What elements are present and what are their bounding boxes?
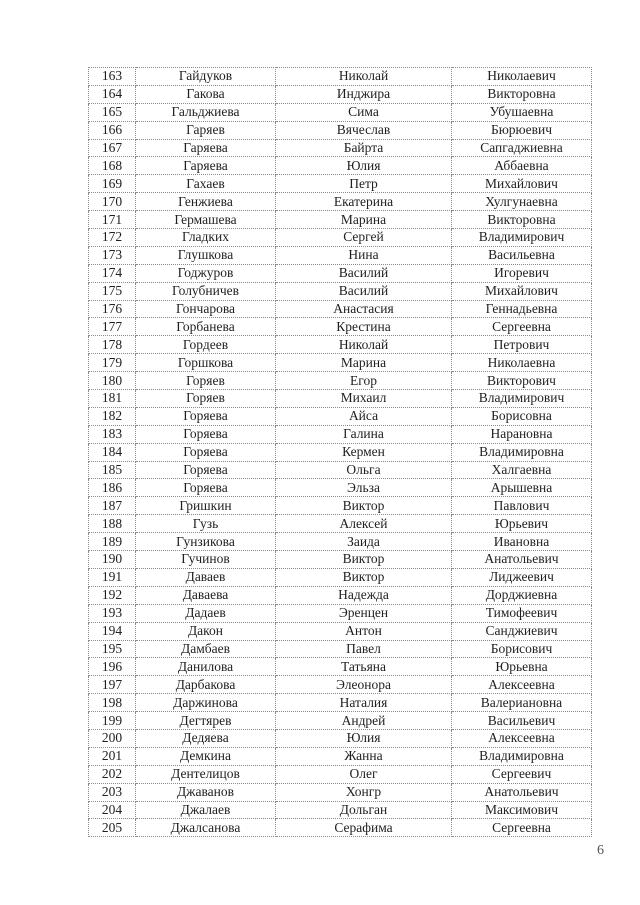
first-name-cell: Павел [276,640,452,658]
patronymic-cell: Сергеевна [452,318,592,336]
row-number-cell: 181 [89,390,136,408]
last-name-cell: Гончарова [136,300,276,318]
table-row [89,658,592,676]
row-number-cell: 176 [89,300,136,318]
first-name-cell: Эльза [276,479,452,497]
last-name-cell: Горяев [136,390,276,408]
row-number-cell: 184 [89,443,136,461]
patronymic-cell: Алексеевна [452,729,592,747]
patronymic-cell: Юрьевич [452,515,592,533]
last-name-cell: Гунзикова [136,533,276,551]
first-name-cell: Антон [276,622,452,640]
row-number-cell: 200 [89,729,136,747]
row-number-cell: 199 [89,712,136,730]
table-row [89,336,592,354]
last-name-cell: Дамбаев [136,640,276,658]
first-name-cell: Сима [276,103,452,121]
last-name-cell: Данилова [136,658,276,676]
table-row [89,461,592,479]
first-name-cell: Заида [276,533,452,551]
last-name-cell: Гладких [136,229,276,247]
last-name-cell: Гузь [136,515,276,533]
first-name-cell: Ольга [276,461,452,479]
patronymic-cell: Валериановна [452,694,592,712]
row-number-cell: 183 [89,425,136,443]
patronymic-cell: Михайлович [452,175,592,193]
row-number-cell: 174 [89,264,136,282]
last-name-cell: Горяева [136,425,276,443]
name-list-body [89,68,592,837]
row-number-cell: 195 [89,640,136,658]
last-name-cell: Дарбакова [136,676,276,694]
last-name-cell: Гордеев [136,336,276,354]
last-name-cell: Горшкова [136,354,276,372]
last-name-cell: Горяева [136,461,276,479]
patronymic-cell: Аббаевна [452,157,592,175]
first-name-cell: Марина [276,211,452,229]
first-name-cell: Олег [276,765,452,783]
table-row [89,729,592,747]
table-row [89,676,592,694]
first-name-cell: Нина [276,246,452,264]
first-name-cell: Надежда [276,586,452,604]
row-number-cell: 196 [89,658,136,676]
table-row [89,193,592,211]
row-number-cell: 175 [89,282,136,300]
last-name-cell: Гакова [136,85,276,103]
table-row [89,819,592,837]
first-name-cell: Вячеслав [276,121,452,139]
table-row [89,390,592,408]
table-row [89,103,592,121]
row-number-cell: 192 [89,586,136,604]
table-row [89,622,592,640]
table-row [89,246,592,264]
table-row [89,747,592,765]
patronymic-cell: Сергеевич [452,765,592,783]
first-name-cell: Наталия [276,694,452,712]
table-row [89,175,592,193]
table-row [89,354,592,372]
patronymic-cell: Халгаевна [452,461,592,479]
last-name-cell: Гаряева [136,157,276,175]
first-name-cell: Анастасия [276,300,452,318]
patronymic-cell: Павлович [452,497,592,515]
row-number-cell: 197 [89,676,136,694]
table-row [89,425,592,443]
table-row [89,318,592,336]
patronymic-cell: Убушаевна [452,103,592,121]
last-name-cell: Дентелицов [136,765,276,783]
last-name-cell: Даржинова [136,694,276,712]
first-name-cell: Екатерина [276,193,452,211]
row-number-cell: 188 [89,515,136,533]
first-name-cell: Элеонора [276,676,452,694]
row-number-cell: 166 [89,121,136,139]
table-row [89,139,592,157]
first-name-cell: Марина [276,354,452,372]
first-name-cell: Татьяна [276,658,452,676]
table-row [89,443,592,461]
row-number-cell: 164 [89,85,136,103]
table-row [89,783,592,801]
patronymic-cell: Викторовна [452,211,592,229]
first-name-cell: Василий [276,264,452,282]
patronymic-cell: Юрьевна [452,658,592,676]
row-number-cell: 170 [89,193,136,211]
row-number-cell: 187 [89,497,136,515]
table-row [89,300,592,318]
last-name-cell: Гайдуков [136,68,276,86]
table-row [89,568,592,586]
last-name-cell: Генжиева [136,193,276,211]
first-name-cell: Виктор [276,568,452,586]
patronymic-cell: Лиджеевич [452,568,592,586]
table-row [89,211,592,229]
patronymic-cell: Васильевна [452,246,592,264]
first-name-cell: Хонгр [276,783,452,801]
last-name-cell: Джалаев [136,801,276,819]
table-row [89,282,592,300]
last-name-cell: Гучинов [136,551,276,569]
first-name-cell: Жанна [276,747,452,765]
first-name-cell: Юлия [276,729,452,747]
patronymic-cell: Арышевна [452,479,592,497]
table-row [89,533,592,551]
patronymic-cell: Владимирович [452,390,592,408]
last-name-cell: Годжуров [136,264,276,282]
row-number-cell: 169 [89,175,136,193]
first-name-cell: Юлия [276,157,452,175]
patronymic-cell: Ивановна [452,533,592,551]
row-number-cell: 179 [89,354,136,372]
first-name-cell: Кермен [276,443,452,461]
row-number-cell: 205 [89,819,136,837]
patronymic-cell: Сергеевна [452,819,592,837]
table-row [89,586,592,604]
row-number-cell: 198 [89,694,136,712]
first-name-cell: Сергей [276,229,452,247]
last-name-cell: Гаряева [136,139,276,157]
patronymic-cell: Владимировна [452,747,592,765]
last-name-cell: Горяева [136,479,276,497]
row-number-cell: 203 [89,783,136,801]
table-row [89,604,592,622]
patronymic-cell: Анатольевич [452,551,592,569]
patronymic-cell: Михайлович [452,282,592,300]
table-row [89,157,592,175]
patronymic-cell: Хулгунаевна [452,193,592,211]
row-number-cell: 163 [89,68,136,86]
row-number-cell: 171 [89,211,136,229]
last-name-cell: Горяев [136,372,276,390]
row-number-cell: 173 [89,246,136,264]
last-name-cell: Горяева [136,407,276,425]
row-number-cell: 201 [89,747,136,765]
patronymic-cell: Анатольевич [452,783,592,801]
row-number-cell: 190 [89,551,136,569]
last-name-cell: Глушкова [136,246,276,264]
patronymic-cell: Борисович [452,640,592,658]
first-name-cell: Василий [276,282,452,300]
first-name-cell: Виктор [276,497,452,515]
table-row [89,497,592,515]
first-name-cell: Андрей [276,712,452,730]
table-row [89,372,592,390]
first-name-cell: Михаил [276,390,452,408]
patronymic-cell: Борисовна [452,407,592,425]
patronymic-cell: Бюрюевич [452,121,592,139]
table-row [89,801,592,819]
last-name-cell: Гахаев [136,175,276,193]
row-number-cell: 177 [89,318,136,336]
row-number-cell: 194 [89,622,136,640]
patronymic-cell: Петрович [452,336,592,354]
first-name-cell: Айса [276,407,452,425]
row-number-cell: 204 [89,801,136,819]
patronymic-cell: Владимировна [452,443,592,461]
first-name-cell: Инджира [276,85,452,103]
first-name-cell: Галина [276,425,452,443]
first-name-cell: Крестина [276,318,452,336]
patronymic-cell: Санджиевич [452,622,592,640]
first-name-cell: Серафима [276,819,452,837]
patronymic-cell: Дорджиевна [452,586,592,604]
table-row [89,640,592,658]
first-name-cell: Дольган [276,801,452,819]
patronymic-cell: Владимирович [452,229,592,247]
first-name-cell: Байрта [276,139,452,157]
row-number-cell: 167 [89,139,136,157]
last-name-cell: Гаряев [136,121,276,139]
last-name-cell: Дедяева [136,729,276,747]
first-name-cell: Алексей [276,515,452,533]
last-name-cell: Дакон [136,622,276,640]
last-name-cell: Демкина [136,747,276,765]
last-name-cell: Гришкин [136,497,276,515]
page-number: 6 [597,843,604,858]
table-row [89,121,592,139]
table-row [89,765,592,783]
table-row [89,407,592,425]
table-row [89,229,592,247]
patronymic-cell: Игоревич [452,264,592,282]
last-name-cell: Дадаев [136,604,276,622]
table-row [89,264,592,282]
patronymic-cell: Нарановна [452,425,592,443]
row-number-cell: 189 [89,533,136,551]
row-number-cell: 185 [89,461,136,479]
last-name-cell: Гальджиева [136,103,276,121]
last-name-cell: Голубничев [136,282,276,300]
table-row [89,515,592,533]
patronymic-cell: Тимофеевич [452,604,592,622]
patronymic-cell: Викторовна [452,85,592,103]
last-name-cell: Даваев [136,568,276,586]
first-name-cell: Николай [276,336,452,354]
row-number-cell: 172 [89,229,136,247]
last-name-cell: Горяева [136,443,276,461]
table-row [89,694,592,712]
row-number-cell: 186 [89,479,136,497]
patronymic-cell: Максимович [452,801,592,819]
last-name-cell: Гермашева [136,211,276,229]
table-row [89,479,592,497]
first-name-cell: Петр [276,175,452,193]
patronymic-cell: Геннадьевна [452,300,592,318]
last-name-cell: Горбанева [136,318,276,336]
first-name-cell: Егор [276,372,452,390]
last-name-cell: Дегтярев [136,712,276,730]
name-list-table [88,67,592,837]
row-number-cell: 178 [89,336,136,354]
first-name-cell: Виктор [276,551,452,569]
patronymic-cell: Васильевич [452,712,592,730]
row-number-cell: 202 [89,765,136,783]
first-name-cell: Эренцен [276,604,452,622]
table-row [89,68,592,86]
first-name-cell: Николай [276,68,452,86]
patronymic-cell: Сапгаджиевна [452,139,592,157]
last-name-cell: Джалсанова [136,819,276,837]
row-number-cell: 168 [89,157,136,175]
table-row [89,712,592,730]
patronymic-cell: Алексеевна [452,676,592,694]
patronymic-cell: Николаевич [452,68,592,86]
row-number-cell: 191 [89,568,136,586]
table-row [89,85,592,103]
last-name-cell: Даваева [136,586,276,604]
table-row [89,551,592,569]
row-number-cell: 193 [89,604,136,622]
row-number-cell: 165 [89,103,136,121]
patronymic-cell: Викторович [452,372,592,390]
patronymic-cell: Николаевна [452,354,592,372]
row-number-cell: 182 [89,407,136,425]
last-name-cell: Джаванов [136,783,276,801]
row-number-cell: 180 [89,372,136,390]
